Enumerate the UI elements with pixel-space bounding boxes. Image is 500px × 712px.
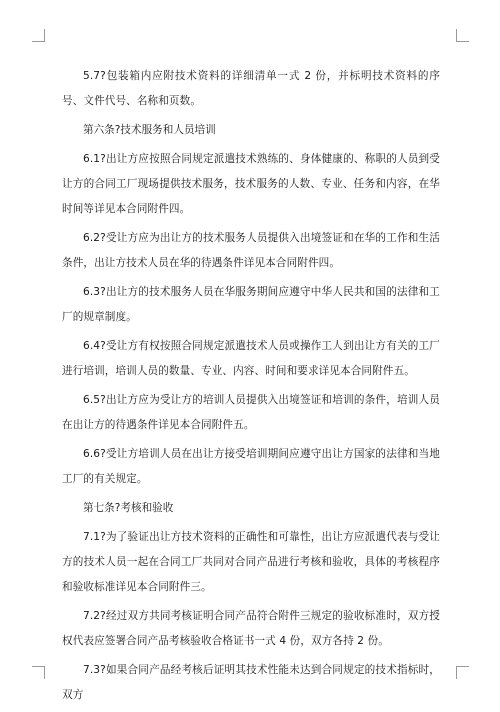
clause-6-3: 6.3?出让方的技术服务人员在华服务期间应遵守中华人民共和国的法律和工厂的规章制度。 bbox=[62, 286, 440, 323]
clause-6-4: 6.4?受让方有权按照合同规定派遣技术人员或操作工人到出让方有关的工厂进行培训，培训人员的数量、专业、内容、时间和要求详见本合同附件五。 bbox=[62, 340, 440, 377]
clause-7-1: 7.1?为了验证出让方技术资料的正确性和可靠性，出让方应派遣代表与受让方的技术人员一起在合同工厂共同对合同产品进行考核和验收，具体的考核程序和验收标准详见本合同附件三。 bbox=[62, 531, 440, 593]
clause-6-5: 6.5?出让方应为受让方的培训人员提供入出境签证和培训的条件，培训人员在出让方的待遇条件详见本合同附件五。 bbox=[62, 394, 440, 431]
clause-6-1: 6.1?出让方应按照合同规定派遣技术熟练的、身体健康的、称职的人员到受让方的合同工厂现场提供技术服务，技术服务的人数、专业、任务和内容，在华时间等详见本合同附件四。 bbox=[62, 153, 440, 215]
clause-7-2: 7.2?经过双方共同考核证明合同产品符合附件三规定的验收标准时，双方授权代表应签署合同产品考核验收合格证书一式 4 份，双方各持 2 份。 bbox=[62, 610, 440, 647]
crop-mark-top-left bbox=[32, 29, 45, 42]
crop-mark-bottom-left bbox=[32, 666, 45, 679]
clause-7-3: 7.3?如果合同产品经考核后证明其技术性能未达到合同规定的技术指标时，双方 bbox=[62, 664, 440, 701]
clause-5-7: 5.7?包装箱内应附技术资料的详细清单一式 2 份，并标明技术资料的序号、文件代号、名称和页数。 bbox=[62, 70, 440, 107]
article-6-heading: 第六条?技术服务和人员培训 bbox=[83, 124, 216, 136]
clause-6-2: 6.2?受让方应为出让方的技术服务人员提供入出境签证和在华的工作和生活条件，出让方技术人员在华的待遇条件详见本合同附件四。 bbox=[62, 232, 440, 269]
document-body bbox=[62, 64, 440, 712]
clause-6-6: 6.6?受让方培训人员在出让方接受培训期间应遵守出让方国家的法律和当地工厂的有关规定。 bbox=[62, 448, 440, 485]
crop-mark-top-right bbox=[456, 29, 469, 42]
crop-mark-bottom-right bbox=[456, 666, 469, 679]
article-7-heading: 第七条?考核和验收 bbox=[83, 502, 174, 514]
